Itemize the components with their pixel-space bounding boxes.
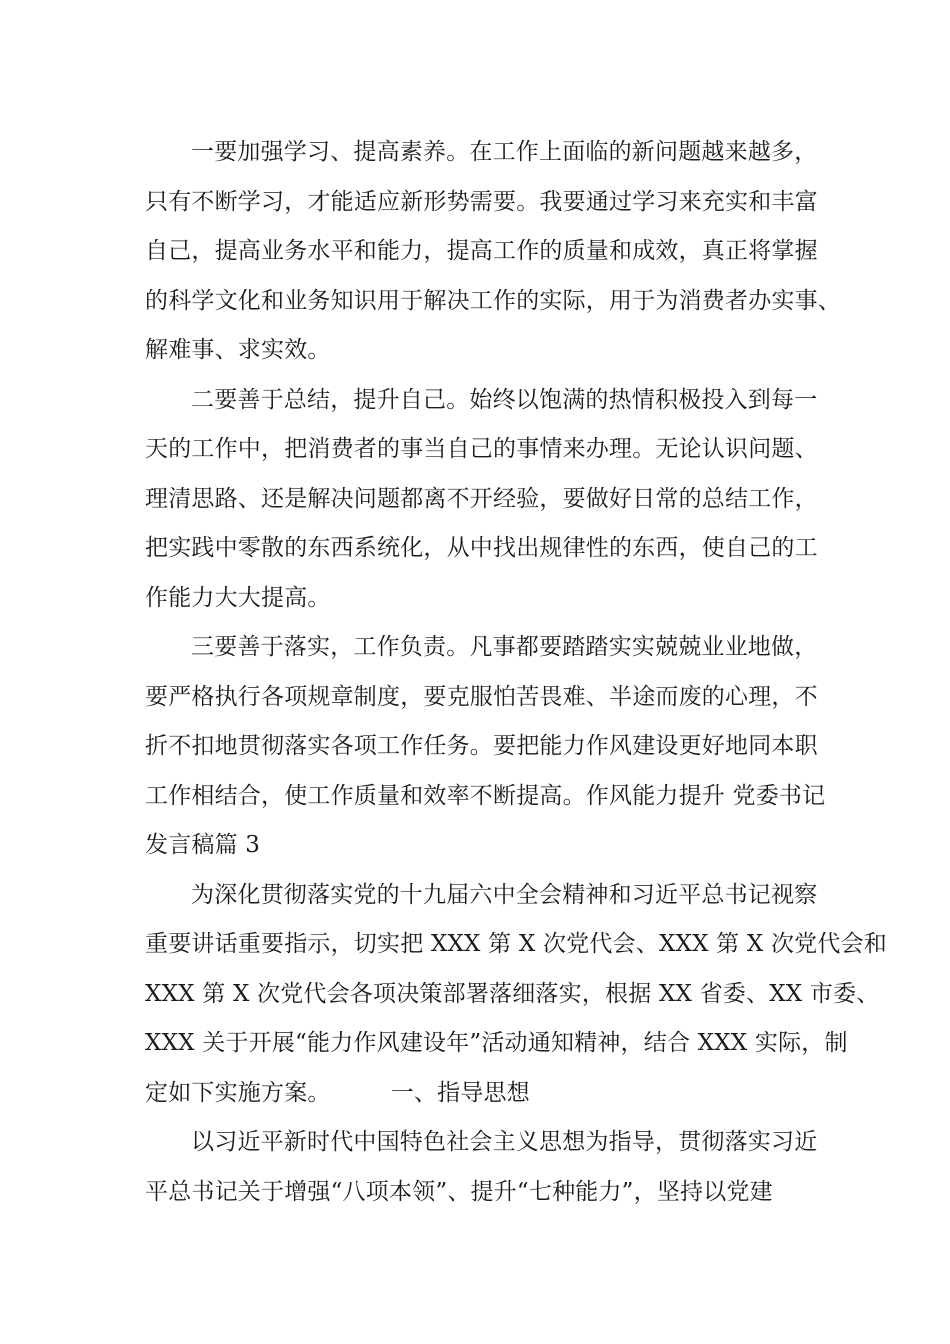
paragraph-line: 作能力大大提高。 [145, 584, 331, 611]
paragraph-line: 天的工作中，把消费者的事当自己的事情来办理。无论认识问题、 [145, 436, 818, 462]
paragraph-line: 自己，提高业务水平和能力，提高工作的质量和成效，真正将掌握 [145, 238, 818, 264]
paragraph-line: 工作相结合，使工作质量和效率不断提高。作风能力提升 党委书记 [145, 782, 826, 809]
paragraph-line: 为深化贯彻落实党的十九届六中全会精神和习近平总书记视察 [191, 881, 818, 908]
paragraph-line: 把实践中零散的东西系统化，从中找出规律性的东西，使自己的工 [145, 535, 818, 561]
paragraph-line: 平总书记关于增强“八项本领”、提升“七种能力”，坚持以党建 [145, 1178, 773, 1205]
paragraph-line: 以习近平新时代中国特色社会主义思想为指导，贯彻落实习近 [191, 1129, 818, 1155]
paragraph-line: 三要善于落实，工作负责。凡事都要踏踏实实兢兢业业地做， [191, 634, 818, 660]
paragraph-line: XXX 第 X 次党代会各项决策部署落细落实，根据 XX 省委、XX 市委、 [145, 980, 880, 1007]
paragraph-line: 折不扣地贯彻落实各项工作任务。要把能力作风建设更好地同本职 [145, 733, 818, 759]
paragraph-line: 二要善于总结，提升自己。始终以饱满的热情积极投入到每一 [191, 386, 818, 413]
paragraph-line: 发言稿篇 3 [145, 832, 261, 858]
paragraph-line: 只有不断学习，才能适应新形势需要。我要通过学习来充实和丰富 [145, 188, 818, 215]
document-body [145, 128, 887, 1217]
paragraph-line: 理清思路、还是解决问题都离不开经验，要做好日常的总结工作， [145, 485, 818, 512]
paragraph-line: 一要加强学习、提高素养。在工作上面临的新问题越来越多， [191, 139, 818, 165]
paragraph-line: 解难事、求实效。 [145, 337, 331, 363]
paragraph-line: 的科学文化和业务知识用于解决工作的实际，用于为消费者办实事、 [145, 287, 841, 314]
paragraph-line: 定如下实施方案。 一、指导思想 [145, 1079, 530, 1106]
paragraph-line: 重要讲话重要指示，切实把 XXX 第 X 次党代会、XXX 第 X 次党代会和 [145, 931, 887, 957]
paragraph-line: 要严格执行各项规章制度，要克服怕苦畏难、半途而废的心理，不 [145, 683, 818, 710]
paragraph-line: XXX 关于开展“能力作风建设年”活动通知精神，结合 XXX 实际，制 [145, 1030, 848, 1056]
